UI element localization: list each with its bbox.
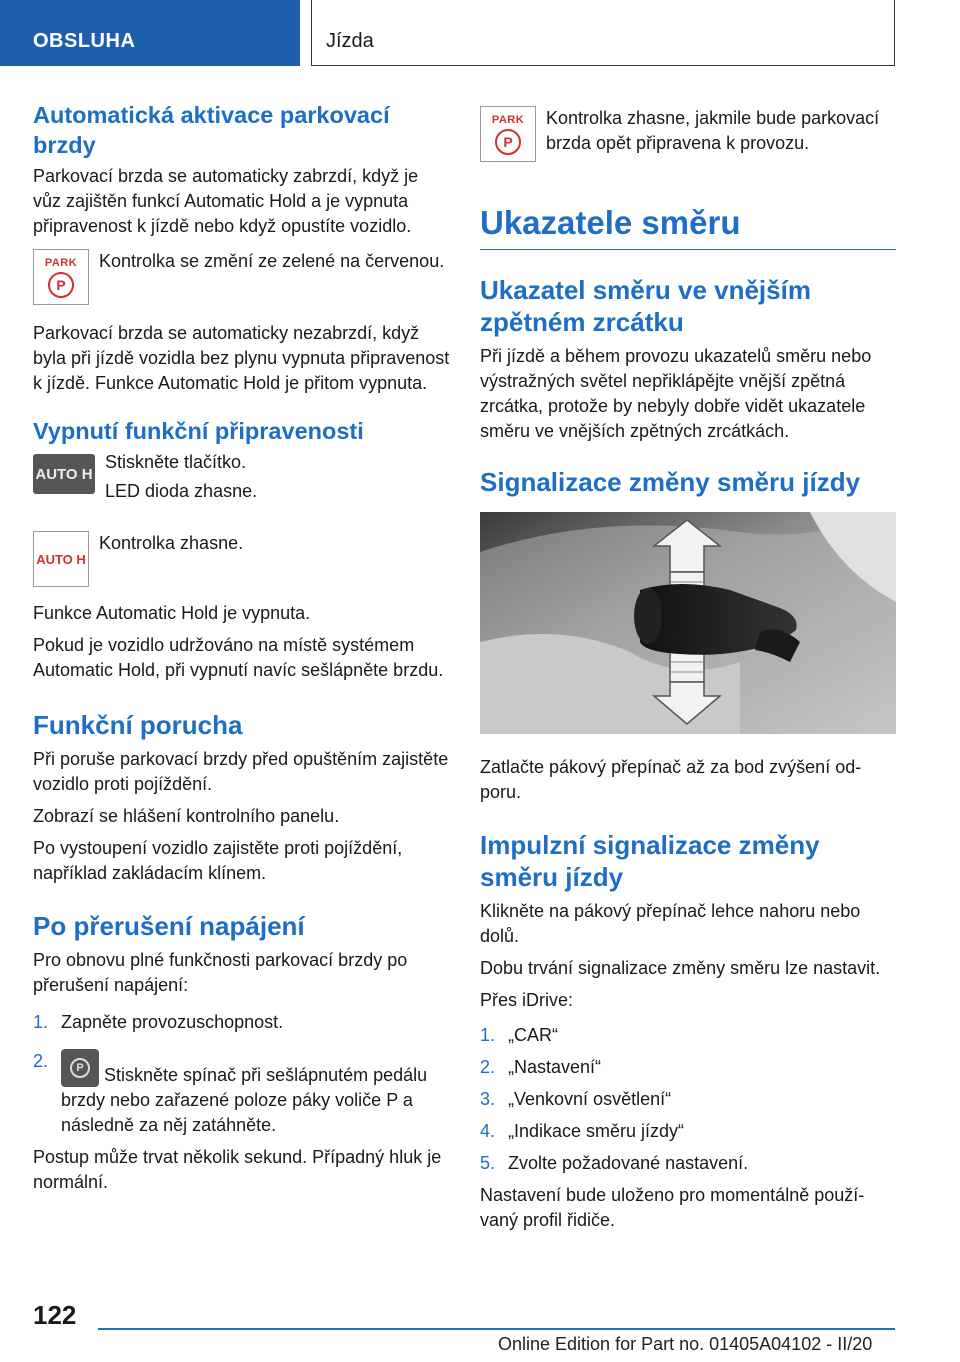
- page-number: 122: [33, 1300, 77, 1330]
- autoh-button-row: [33, 450, 451, 511]
- list-item: 3. „Venkovní osvětlení“: [480, 1089, 672, 1109]
- idrive-steps-list: [480, 1023, 896, 1176]
- paragraph: Funkce Automatic Hold je vypnuta.: [33, 603, 311, 623]
- heading-power-interruption: Po přerušení napájení: [33, 911, 305, 941]
- header-section-tab: [0, 0, 300, 66]
- park-off-row: [480, 106, 896, 163]
- heading-disable-readiness: Vypnutí funkční připravenosti: [33, 418, 364, 444]
- footer-divider: [98, 1328, 895, 1330]
- paragraph: Kontrolka zhasne, jakmile bude parkovací brzda opět připravena k provozu.: [546, 108, 880, 153]
- heading-malfunction: Funkční porucha: [33, 710, 243, 740]
- paragraph: Při jízdě a během provozu ukazatelů směru nebo výstražných světel nepřiklápějte vnější zpětná zrcátka, protože by nebyly dobře vidět ukazatele směru ve vnějších zpětných zrcátkách.: [480, 346, 872, 441]
- heading-signal-direction: Signalizace změny směru jízdy: [480, 467, 861, 497]
- paragraph: Při poruše parkovací brzdy před opuštěním zajistěte vozidlo proti pojíždění.: [33, 749, 449, 794]
- auto-h-button-icon: AUTO H: [33, 454, 95, 494]
- paragraph: Nastavení bude uloženo pro momentálně používaný profil řidiče.: [480, 1185, 865, 1230]
- right-column: [480, 100, 896, 1240]
- paragraph: Zatlačte pákový přepínač až za bod zvýšení odporu.: [480, 757, 862, 802]
- paragraph: Dobu trvání signalizace změny směru lze nastavit.: [480, 958, 881, 978]
- paragraph: Parkovací brzda se automaticky nezabrzdí, když byla při jízdě vozidla bez plynu vypnuta připravenost k jízdě. Funkce Automatic Hold je přitom vypnuta.: [33, 323, 450, 393]
- paragraph: Pro obnovu plné funkčnosti parkovací brzdy po přerušení napájení:: [33, 950, 408, 995]
- paragraph: Zobrazí se hlášení kontrolního panelu.: [33, 806, 340, 826]
- park-warning-icon: PARK P: [480, 106, 536, 162]
- list-item: 2. „Nastavení“: [480, 1057, 602, 1077]
- list-item: 5. Zvolte požadované nastavení.: [480, 1153, 749, 1173]
- header-section-label: OBSLUHA: [33, 30, 136, 52]
- autoh-indicator-row: [33, 531, 451, 587]
- park-indicator-row: [33, 249, 451, 305]
- header-chapter-label: Jízda: [326, 30, 374, 52]
- paragraph: Kontrolka se změní ze zelené na červenou.: [99, 251, 445, 271]
- list-item: 2. P Stiskněte spínač při sešlápnutém pedálu brzdy nebo zařazené poloze páky voliče P a následně za něj zatáhněte.: [33, 1051, 428, 1135]
- paragraph: Kontrolka zhasne.: [99, 533, 244, 553]
- paragraph: Přes iDrive:: [480, 990, 574, 1010]
- park-warning-icon: PARK P: [33, 249, 89, 305]
- heading-impulse-signal: Impulzní signalizace změny směru jízdy: [480, 830, 820, 892]
- list-item: 4. „Indikace směru jízdy“: [480, 1121, 685, 1141]
- paragraph: Stiskněte tlačítko.: [105, 452, 247, 472]
- paragraph: Postup může trvat několik sekund. Případný hluk je normální.: [33, 1147, 442, 1192]
- auto-h-indicator-icon: AUTO H: [33, 531, 89, 587]
- paragraph: Po vystoupení vozidlo zajistěte proti pojíždění, například zakládacím klínem.: [33, 838, 403, 883]
- power-steps-list: [33, 1010, 451, 1138]
- heading-mirror-indicator: Ukazatel směru ve vnějším zpětném zrcátku: [480, 275, 811, 337]
- parking-brake-switch-icon: P: [61, 1049, 99, 1087]
- paragraph: Pokud je vozidlo udržováno na místě systémem Automatic Hold, při vypnutí navíc sešlápněte brzdu.: [33, 635, 444, 680]
- turn-signal-lever-photo: [480, 512, 896, 734]
- heading-auto-activation: Automatická aktivace parkovací brzdy: [33, 102, 390, 158]
- footer-edition: Online Edition for Part no. 01405A04102 - II/20: [498, 1334, 873, 1354]
- paragraph: Parkovací brzda se automaticky zabrzdí, když je vůz zajištěn funkcí Automatic Hold a je vypnuta připravenost k jízdě nebo když opustíte vozidlo.: [33, 166, 419, 236]
- heading-turn-signals: Ukazatele směru: [480, 203, 896, 250]
- paragraph: LED dioda zhasne.: [105, 481, 258, 501]
- list-item: 1. Zapněte provozuschopnost.: [33, 1012, 284, 1032]
- list-item: 1. „CAR“: [480, 1025, 558, 1045]
- paragraph: Klikněte na pákový přepínač lehce nahoru nebo dolů.: [480, 901, 861, 946]
- left-column: [33, 100, 451, 1202]
- header-chapter-tab: [311, 0, 895, 66]
